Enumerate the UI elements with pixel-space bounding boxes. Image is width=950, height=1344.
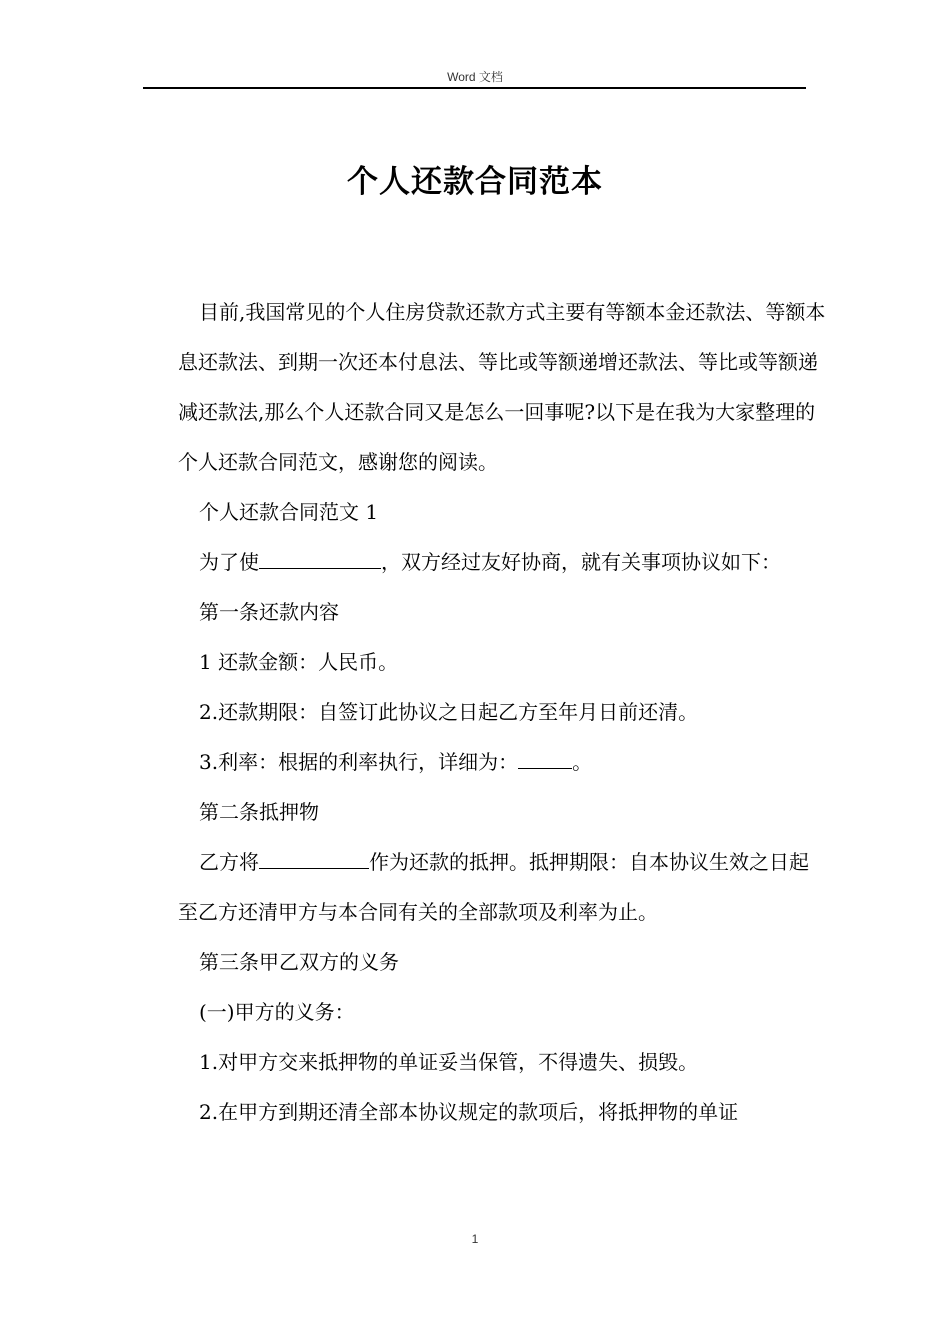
fill-in-blank bbox=[259, 850, 369, 869]
article1-item3 bbox=[178, 737, 828, 787]
article3-heading: 第三条甲乙双方的义务 bbox=[199, 950, 399, 974]
page-header-label: Word 文档 bbox=[447, 70, 503, 84]
document-title: 个人还款合同范本 bbox=[347, 164, 603, 200]
article1-heading: 第一条还款内容 bbox=[199, 600, 339, 624]
header-divider bbox=[143, 87, 806, 89]
article2-text bbox=[178, 837, 828, 937]
intro-paragraph: 目前,我国常见的个人住房贷款还款方式主要有等额本金还款法、等额本息还款法、到期一次还本付息法、等比或等额递增还款法、等比或等额递减还款法,那么个人还款合同又是怎么一回事呢?以下是在我为大家整理的个人还款合同范文，感谢您的阅读。 bbox=[178, 300, 826, 474]
article1-item1: 1 还款金额：人民币。 bbox=[199, 650, 399, 674]
article1-item3-prefix: 3.利率：根据的利率执行，详细为： bbox=[199, 750, 519, 774]
clause-intro-prefix: 为了使 bbox=[199, 550, 259, 574]
section-title: 个人还款合同范文 1 bbox=[199, 500, 379, 524]
article2-text-suffix: 作为还款的抵押。抵押期限：自本协议生效之日起至乙方还清甲方与本合同有关的全部款项及利率为止。 bbox=[178, 850, 809, 924]
article2-heading: 第二条抵押物 bbox=[199, 800, 319, 824]
article3-sub1: (一)甲方的义务： bbox=[199, 1000, 355, 1024]
page-number: 1 bbox=[471, 1232, 479, 1246]
article3-item1: 1.对甲方交来抵押物的单证妥当保管，不得遗失、损毁。 bbox=[199, 1050, 699, 1074]
clause-intro-paragraph bbox=[178, 537, 828, 587]
article1-item3-suffix: 。 bbox=[572, 750, 593, 774]
clause-intro-suffix: ，双方经过友好协商，就有关事项协议如下： bbox=[381, 550, 781, 574]
article3-item2: 2.在甲方到期还清全部本协议规定的款项后，将抵押物的单证 bbox=[199, 1100, 739, 1124]
document-body bbox=[178, 287, 828, 1137]
article2-text-prefix: 乙方将 bbox=[199, 850, 259, 874]
article1-item2: 2.还款期限：自签订此协议之日起乙方至年月日前还清。 bbox=[199, 700, 699, 724]
fill-in-blank bbox=[259, 550, 381, 569]
fill-in-blank bbox=[518, 750, 572, 769]
